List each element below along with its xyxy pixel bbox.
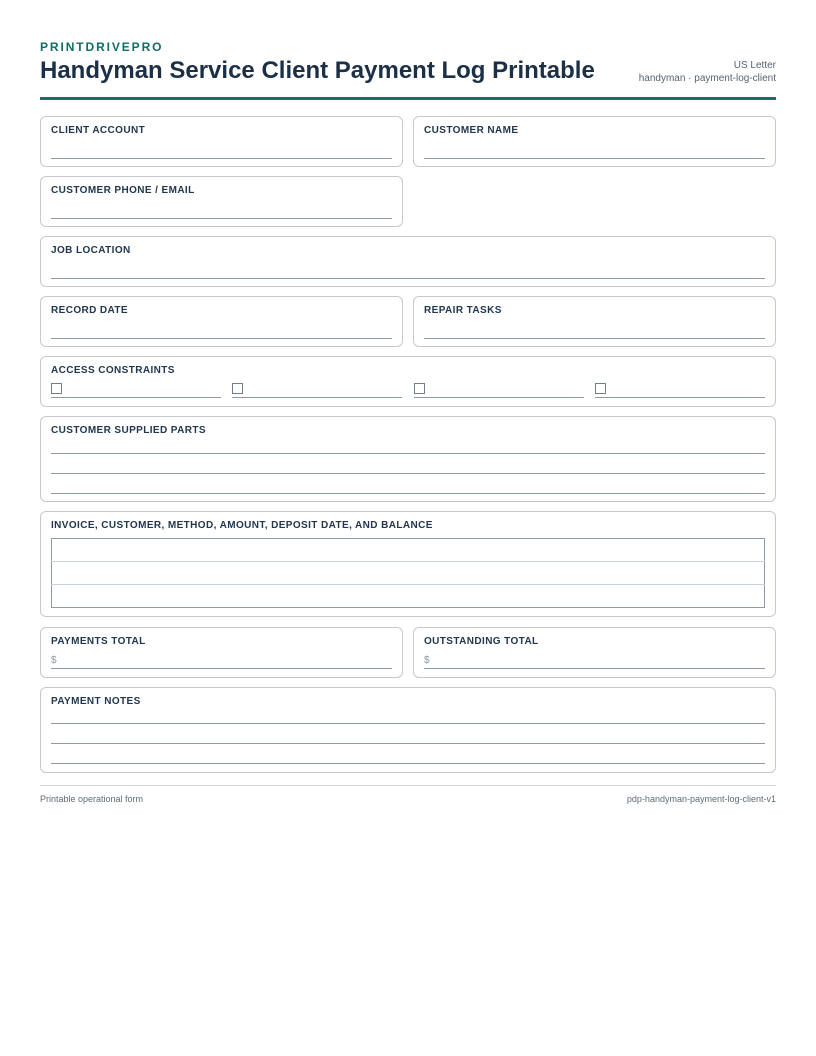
access-constraints-field <box>40 356 776 407</box>
currency-prefix: $ <box>424 655 430 666</box>
form-page <box>40 0 776 804</box>
payment-table-section <box>40 511 776 617</box>
payments-total-label: PAYMENTS TOTAL <box>51 636 146 647</box>
repair-tasks-label: REPAIR TASKS <box>424 305 502 316</box>
customer-name-label: CUSTOMER NAME <box>424 125 519 136</box>
brand-name: PRINTDRIVEPRO <box>40 40 164 54</box>
currency-prefix: $ <box>51 655 57 666</box>
customer-supplied-parts-label: CUSTOMER SUPPLIED PARTS <box>51 425 206 436</box>
payment-table <box>51 538 765 608</box>
payment-notes-label: PAYMENT NOTES <box>51 696 141 707</box>
option-line[interactable] <box>232 397 402 398</box>
table-row <box>52 539 765 562</box>
paper-size: US Letter <box>733 60 776 71</box>
customer-name-field[interactable] <box>413 116 776 167</box>
form-header <box>40 0 776 101</box>
access-constraint-option[interactable] <box>595 383 765 397</box>
checkbox[interactable] <box>414 383 425 394</box>
access-constraints-label: ACCESS CONSTRAINTS <box>51 365 175 376</box>
job-location-label: JOB LOCATION <box>51 245 131 256</box>
customer-phone-email-label: CUSTOMER PHONE / EMAIL <box>51 185 195 196</box>
checkbox[interactable] <box>51 383 62 394</box>
record-date-label: RECORD DATE <box>51 305 128 316</box>
customer-phone-email-field[interactable] <box>40 176 403 227</box>
payments-total-field[interactable] <box>40 627 403 678</box>
payment-table-label: INVOICE, CUSTOMER, METHOD, AMOUNT, DEPOSIT DATE, AND BALANCE <box>51 520 433 531</box>
table-cell[interactable] <box>52 562 765 585</box>
option-line[interactable] <box>414 397 584 398</box>
form-code: handyman · payment-log-client <box>638 73 776 84</box>
client-account-field[interactable] <box>40 116 403 167</box>
table-row <box>52 585 765 608</box>
customer-phone-email-line[interactable] <box>51 218 392 219</box>
parts-line[interactable] <box>51 473 765 474</box>
access-constraint-option[interactable] <box>232 383 402 397</box>
table-cell[interactable] <box>52 539 765 562</box>
parts-line[interactable] <box>51 493 765 494</box>
client-account-label: CLIENT ACCOUNT <box>51 125 146 136</box>
form-meta <box>639 59 776 85</box>
access-constraint-option[interactable] <box>414 383 584 397</box>
job-location-line[interactable] <box>51 278 765 279</box>
footer-rule <box>40 785 776 786</box>
outstanding-total-label: OUTSTANDING TOTAL <box>424 636 539 647</box>
repair-tasks-line[interactable] <box>424 338 765 339</box>
header-rule <box>40 97 776 100</box>
payment-notes-field[interactable] <box>40 687 776 773</box>
customer-name-line[interactable] <box>424 158 765 159</box>
record-date-line[interactable] <box>51 338 392 339</box>
payments-total-line[interactable] <box>51 668 392 669</box>
table-row <box>52 562 765 585</box>
notes-line[interactable] <box>51 763 765 764</box>
repair-tasks-field[interactable] <box>413 296 776 347</box>
checkbox[interactable] <box>595 383 606 394</box>
job-location-field[interactable] <box>40 236 776 287</box>
notes-line[interactable] <box>51 743 765 744</box>
record-date-field[interactable] <box>40 296 403 347</box>
page-title: Handyman Service Client Payment Log Printable <box>40 57 595 84</box>
footer-form-id: pdp-handyman-payment-log-client-v1 <box>626 794 776 804</box>
table-cell[interactable] <box>52 585 765 608</box>
customer-supplied-parts-field[interactable] <box>40 416 776 502</box>
checkbox[interactable] <box>232 383 243 394</box>
option-line[interactable] <box>51 397 221 398</box>
outstanding-total-line[interactable] <box>424 668 765 669</box>
parts-line[interactable] <box>51 453 765 454</box>
option-line[interactable] <box>595 397 765 398</box>
outstanding-total-field[interactable] <box>413 627 776 678</box>
client-account-line[interactable] <box>51 158 392 159</box>
access-constraint-option[interactable] <box>51 383 221 397</box>
notes-line[interactable] <box>51 723 765 724</box>
footer-left-text: Printable operational form <box>40 794 144 804</box>
